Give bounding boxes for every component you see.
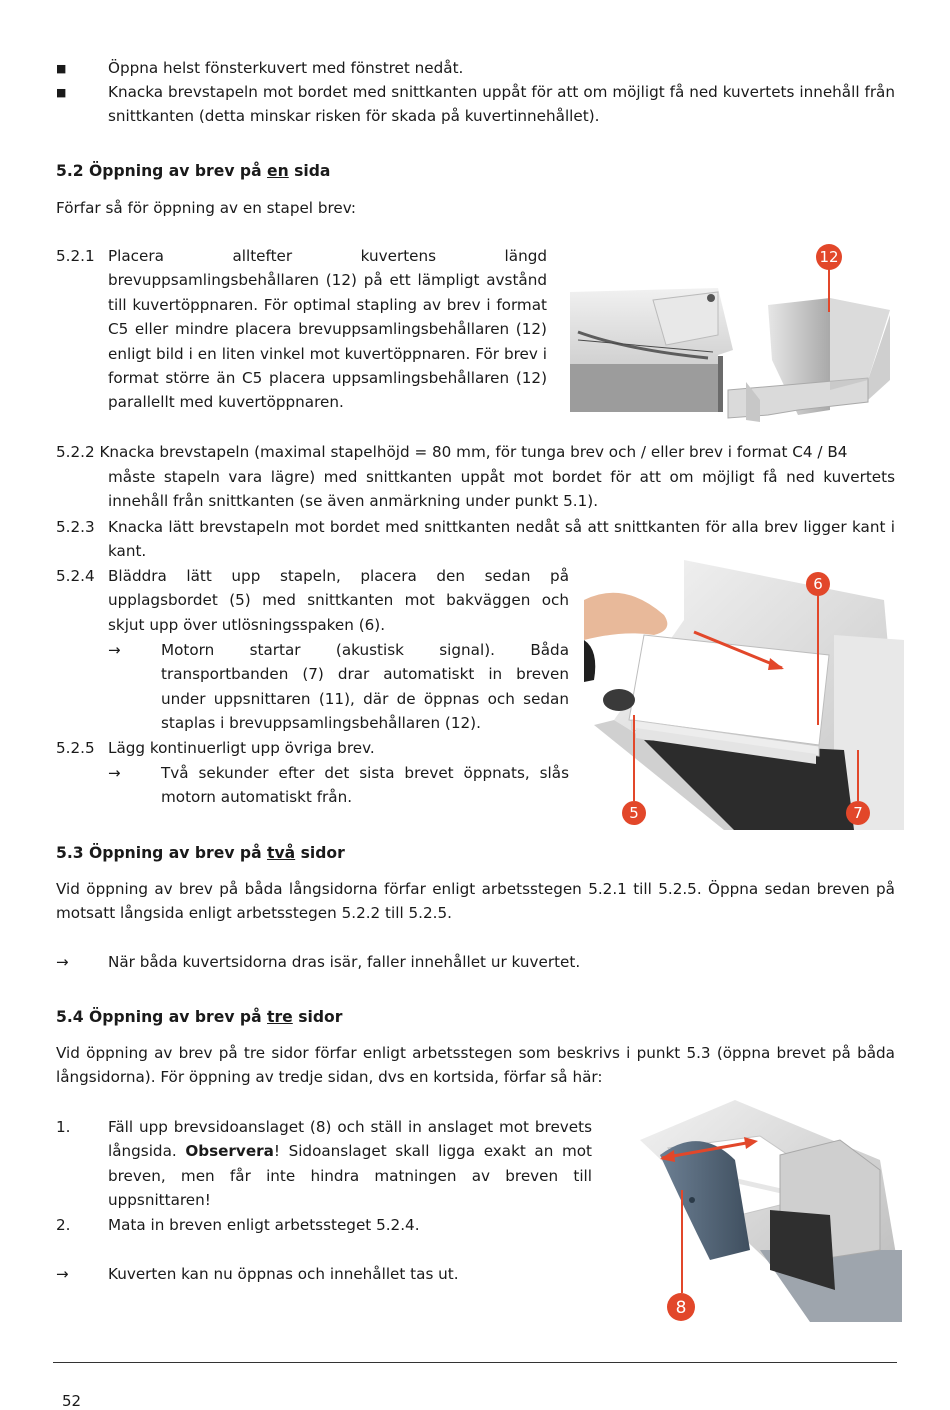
bullet-item: Öppna helst fönsterkuvert med fönstret nedåt. xyxy=(108,59,464,77)
step-number: 5.2.3 xyxy=(56,518,95,536)
callout-12: 12 xyxy=(819,248,839,266)
step-text: Lägg kontinuerligt upp övriga brev. xyxy=(108,739,375,757)
step-text: Placera alltefter kuvertens längd brevuppsamlingsbehållaren (12) på ett lämpligt avstånd till kuvertöppnaren. För optimal stapling av brev i format C5 eller mindre placera brevuppsamlingsbehållaren (12) enligt bild i en liten vinkel mot kuvertöppnaren. För brev i format större än C5 placera uppsamlingsbehållaren (12) parallellt med kuvertöppnaren. xyxy=(108,247,547,412)
section-heading-5-3: 5.3 Öppning av brev på två sidor xyxy=(56,844,345,862)
bullet-item: Knacka brevstapeln mot bordet med snittkanten uppåt för att om möjligt få ned kuvertets innehåll från snittkanten (detta minskar risken för skada på kuvertinnehållet). xyxy=(108,83,895,126)
section-intro: Vid öppning av brev på båda långsidorna förfar enligt arbetsstegen 5.2.1 till 5.2.5. Öppna sedan breven på motsatt långsida enligt arbetsstegen 5.2.2 till 5.2.5. xyxy=(56,880,895,923)
step-number: 5.2.1 xyxy=(56,247,95,265)
arrow-marker: → xyxy=(108,764,121,782)
section-heading-5-4: 5.4 Öppning av brev på tre sidor xyxy=(56,1008,343,1026)
step-text-continued: måste stapeln vara lägre) med snittkanten uppåt mot bordet för att om möjligt få ned kuvertets innehåll från snittkanten (se även anmärkning under punkt 5.1). xyxy=(108,468,895,511)
step-text: Fäll upp brevsidoanslaget (8) och ställ in anslaget mot brevets långsida. Observera! Sidoanslaget skall ligga exakt an mot breven, men får inte hindra matningen av breven till uppsnittaren! xyxy=(108,1118,593,1210)
arrow-marker: → xyxy=(108,641,121,659)
arrow-note: När båda kuvertsidorna dras isär, faller innehållet ur kuvertet. xyxy=(108,953,581,971)
step-number: 2. xyxy=(56,1216,71,1234)
arrow-marker: → xyxy=(56,953,69,971)
step-text: Bläddra lätt upp stapeln, placera den sedan på upplagsbordet (5) med snittkanten mot bakväggen och skjut upp över utlösningsspaken (6). xyxy=(108,567,569,634)
callout-7: 7 xyxy=(853,804,863,822)
arrow-note: Två sekunder efter det sista brevet öppnats, slås motorn automatiskt från. xyxy=(161,764,569,807)
step-number: 5.2.4 xyxy=(56,567,95,585)
bullet-marker: ■ xyxy=(56,62,67,75)
step-text: Mata in breven enligt arbetssteget 5.2.4. xyxy=(108,1216,420,1234)
step-number: 5.2.5 xyxy=(56,739,95,757)
step-text: 5.2.2 Knacka brevstapeln (maximal stapelhöjd = 80 mm, för tunga brev och / eller brev i format C4 / B4 xyxy=(56,443,848,461)
section-intro: Förfar så för öppning av en stapel brev: xyxy=(56,199,357,217)
callout-8: 8 xyxy=(675,1298,687,1318)
arrow-marker: → xyxy=(56,1265,69,1283)
step-text: Knacka lätt brevstapeln mot bordet med snittkanten nedåt så att snittkanten för alla brev ligger kant i kant. xyxy=(108,518,895,561)
arrow-note: Kuverten kan nu öppnas och innehållet tas ut. xyxy=(108,1265,459,1283)
collection-tray-figure xyxy=(568,240,898,430)
arrow-note: Motorn startar (akustisk signal). Båda transportbanden (7) drar automatiskt in breven under uppsnittaren (11), där de öppnas och sedan staplas i brevuppsamlingsbehållaren (12). xyxy=(161,641,569,733)
side-stop-figure xyxy=(640,1100,902,1325)
section-heading-5-2: 5.2 Öppning av brev på en sida xyxy=(56,162,331,180)
letter-feeding-figure xyxy=(584,560,904,830)
page-number: 52 xyxy=(62,1392,82,1410)
callout-6: 6 xyxy=(813,575,823,593)
footer-rule xyxy=(53,1362,897,1363)
callout-5: 5 xyxy=(629,804,639,822)
bullet-marker: ■ xyxy=(56,86,67,99)
section-intro: Vid öppning av brev på tre sidor förfar enligt arbetsstegen som beskrivs i punkt 5.3 (öppna brevet på båda långsidorna). För öppning av tredje sidan, dvs en kortsida, förfar så här: xyxy=(56,1044,895,1087)
step-number: 1. xyxy=(56,1118,71,1136)
